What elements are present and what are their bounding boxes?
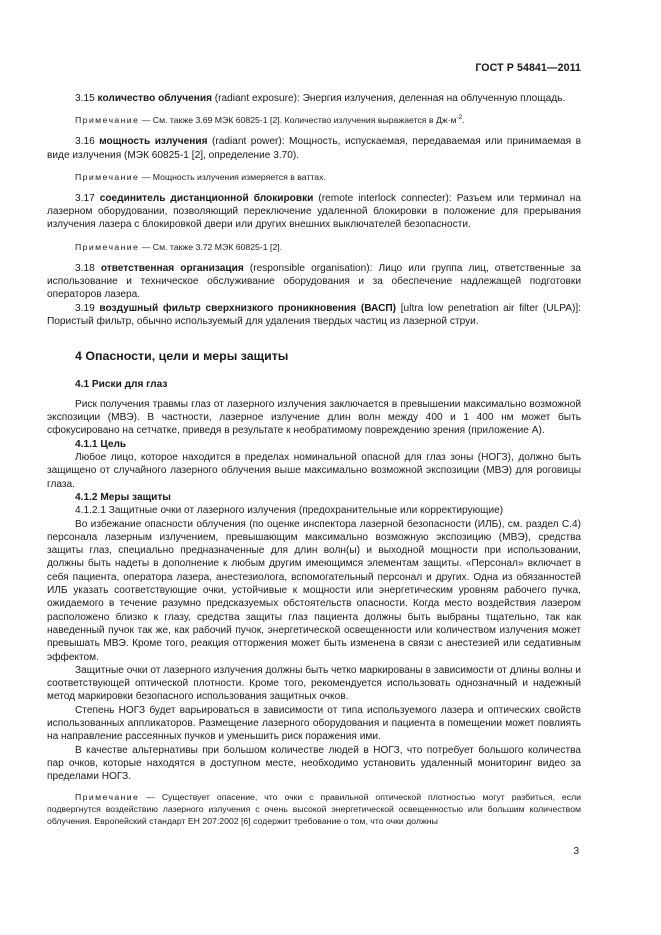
document-header: ГОСТ Р 54841—2011 [475, 62, 581, 74]
note-text: — Существует опасение, что очки с правильной оптической плотностью могут разбиться, если подвергнутся воздействию лазерного излучения с очень высокой энергетической освещенностью или большим количеством облучения. Европейский стандарт ЕН 207:2002 [6] содержит требование о том, что очки должны [47, 792, 581, 827]
paragraph-marking: Защитные очки от лазерного излучения должны быть четко маркированы в зависимости от длины волны и соответствующей оптической плотности. Кроме того, рекомендуется использовать однозначный и надежный метод маркировки безопасного использования защитных очков. [47, 664, 581, 703]
note-final [47, 791, 581, 827]
definition-3-15 [47, 92, 581, 105]
def-text: [ultra low penetration air filter (ULPA)]: Пористый фильтр, обычно используемый для удаления твердых частиц из лазерной струи. [47, 302, 581, 327]
note-tail: . [462, 115, 465, 126]
def-number: 3.17 [75, 192, 100, 204]
note-3-17 [47, 241, 581, 253]
paragraph-exposure-hazard: Во избежание опасности облучения (по оценке инспектора лазерной безопасности (ИЛБ), см. раздел С.4) персонала лазерным излучением, превышающим максимально возможную экспозицию (МВЭ), средства защиты глаз, специально предназначенные для длин волн(ы) и выходной мощности при использовании, должны быть надеты в дополнение к любым другим имеющимся элементам защиты. «Персонал» включает в себя пациента, оператора лазера, анестезиолога, вспомогательный персонал и других. Одна из обязанностей ИЛБ указать соответствующие очки, устойчивые к мощности или энергетическим уровням рабочего пучка, ожидаемого в течение разумно предсказуемых обстоятельств опасности. Когда место воздействия лазером расположено близко к глазу, средства защиты глаз пациента должны быть выбраны тщательно, так как наведенный пучок так же, как рабочий пучок, энергетической освещенности или количеством излучения может превышать МВЭ. Кроме того, реакция отторжения может быть изменена в связи с анестезией или седативным эффектом. [47, 518, 581, 663]
def-number: 3.18 [75, 262, 101, 274]
def-term: соединитель дистанционной блокировки [99, 192, 314, 204]
def-term: количество облучения [97, 93, 212, 104]
def-text: (radiant exposure): Энергия излучения, деленная на облученную площадь. [211, 93, 566, 104]
def-term: ответственная организация [100, 262, 244, 274]
page-number: 3 [573, 846, 579, 857]
def-number: 3.15 [75, 93, 98, 104]
subsection-title-4-1: 4.1 Риски для глаз [75, 378, 168, 390]
definition-3-19 [47, 302, 581, 329]
note-label: Примечание [75, 115, 140, 126]
subsection-title-4-1-1: 4.1.1 Цель [75, 438, 127, 450]
note-text: — Мощность излучения измеряется в ваттах. [139, 171, 326, 182]
note-3-16 [47, 171, 581, 183]
note-label: Примечание [75, 171, 140, 182]
subsection-title-4-1-2: 4.1.2 Меры защиты [75, 491, 171, 503]
def-term: воздушный фильтр сверхнизкого проникновения (ВАСП) [99, 302, 397, 314]
note-label: Примечание [75, 792, 140, 803]
paragraph-goal: Любое лицо, которое находится в пределах номинальной опасной для глаз зоны (НОГЗ), должно быть защищено от случайного лазерного облучения выше максимально возможной экспозиции (МВЭ) для роговицы глаза. [47, 452, 581, 490]
def-term: мощность излучения [99, 136, 208, 148]
note-3-15 [47, 114, 581, 126]
def-text: (remote interlock connecter): Разъем или терминал на лазерном оборудовании, позволяющий переключение удаленной блокировки в положение для прерывания излучения лазера с блокировкой двери или других внешних выключателей безопасности. [47, 192, 581, 231]
definition-3-18 [47, 262, 581, 302]
definition-3-16 [47, 135, 581, 162]
def-number: 3.19 [75, 302, 100, 314]
def-text: (responsible organisation): Лицо или группа лиц, ответственные за использование и техническое обслуживание оборудования и за обеспечение надлежащей подготовки операторов лазера. [47, 262, 581, 301]
def-number: 3.16 [75, 136, 100, 148]
definition-3-17 [47, 192, 581, 232]
paragraph-eye-risk: Риск получения травмы глаз от лазерного излучения заключается в превышении максимально возможной экспозиции (МВЭ). В частности, лазерное излучение длин волн между 400 и 1 400 нм может быть сфокусировано на сетчатке, приведя в результате к необратимому повреждению зрения (приложение А). [47, 398, 581, 437]
paragraph-nohd-extent: Степень НОГЗ будет варьироваться в зависимости от типа используемого лазера и оптических свойств использованных аппликаторов. Размещение лазерного оборудования и пациента в помещении может повлиять на направление рассеянных пучков и уменьшить риск поражения ими. [47, 704, 581, 743]
paragraph-alternative: В качестве альтернативы при большом количестве людей в НОГЗ, что потребует большого количества пар очков, которые находятся в доступном месте, необходимо установить удаленный мониторинг видео за пределами НОГЗ. [47, 744, 581, 783]
paragraph-4-1-2-1: 4.1.2.1 Защитные очки от лазерного излучения (предохранительные или корректирующие) [75, 505, 504, 517]
note-text: — См. также 3.72 МЭК 60825-1 [2]. [139, 241, 283, 252]
def-text: (radiant power): Мощность, испускаемая, передаваемая или принимаемая в виде излучения (МЭК 60825-1 [2], определение 3.70). [47, 136, 582, 161]
section-title: 4 Опасности, цели и меры защиты [75, 349, 289, 364]
note-text: — См. также 3.69 МЭК 60825-1 [2]. Количество излучения выражается в Дж·м [139, 115, 457, 126]
note-superscript: -2 [456, 114, 463, 122]
page-content [47, 92, 581, 836]
note-label: Примечание [75, 241, 140, 252]
